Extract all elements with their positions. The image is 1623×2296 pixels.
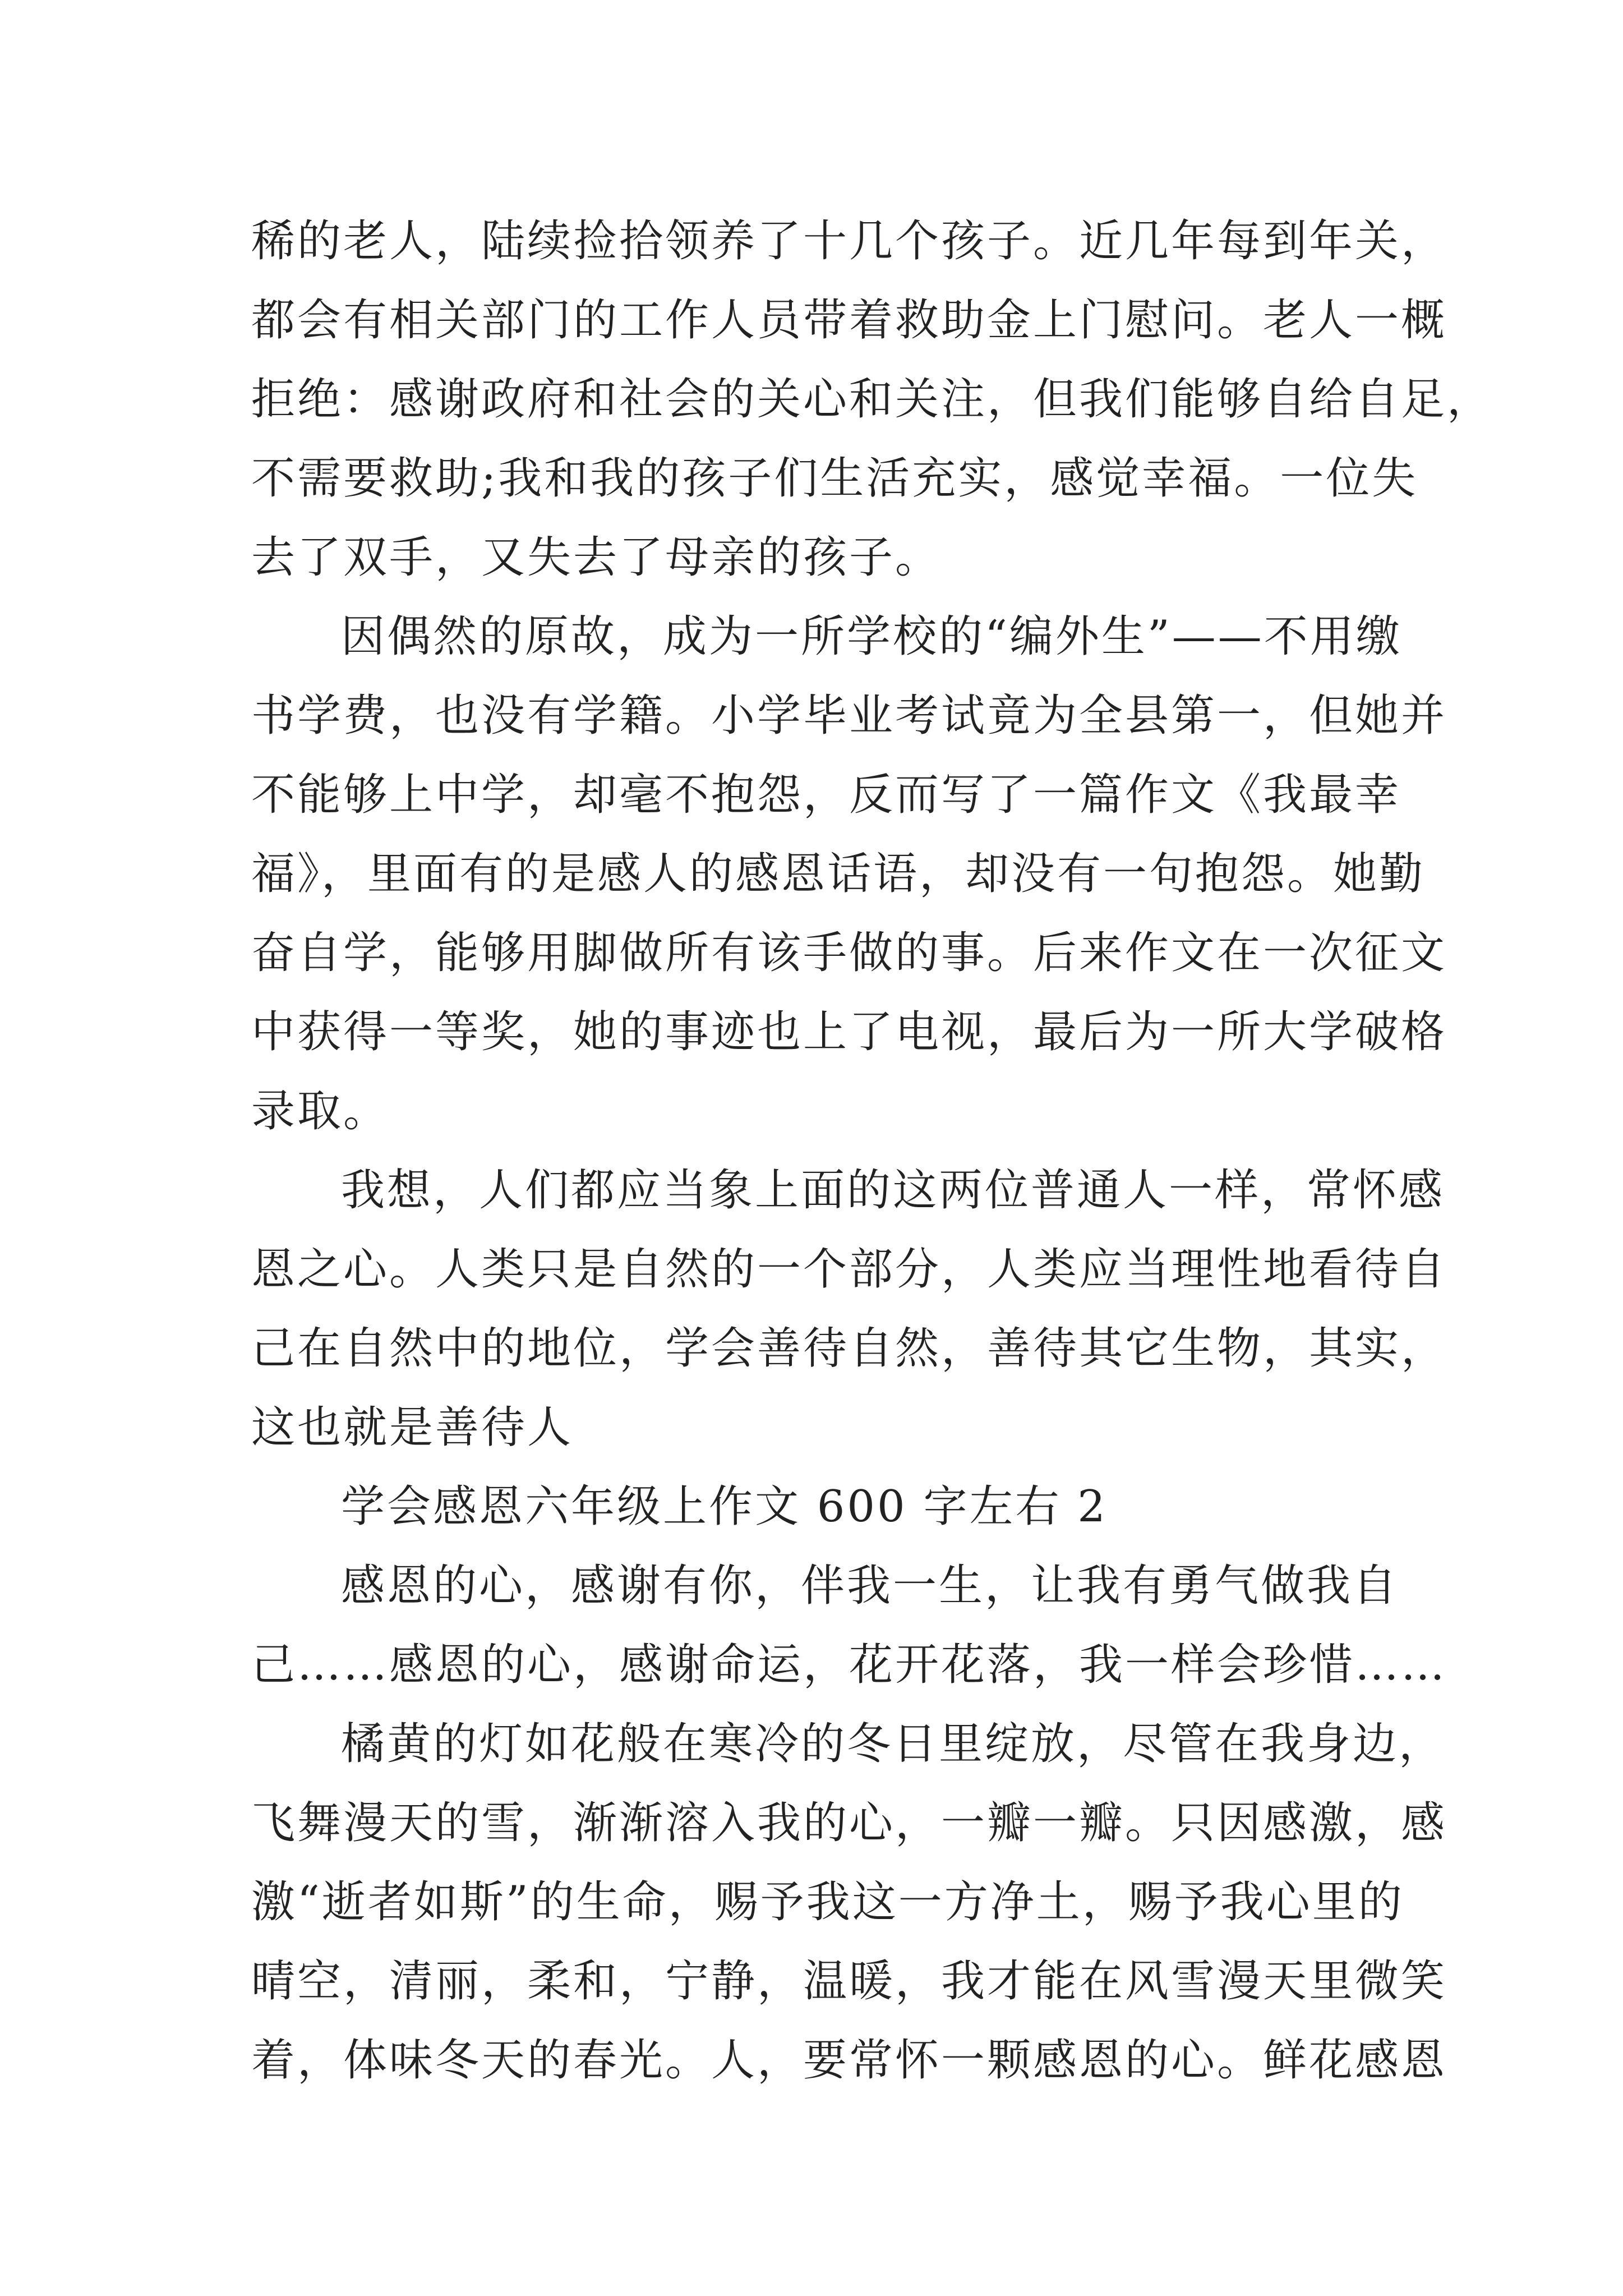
text-line: 恩之心。人类只是自然的一个部分，人类应当理性地看待自 [251, 1244, 1447, 1295]
text-line: 飞舞漫天的雪，渐渐溶入我的心，一瓣一瓣。只因感激，感 [251, 1798, 1447, 1848]
section-heading: 学会感恩六年级上作文 600 字左右 2 [341, 1481, 1108, 1532]
text-line: 福》，里面有的是感人的感恩话语，却没有一句抱怨。她勤 [251, 849, 1426, 899]
text-line: 奋自学，能够用脚做所有该手做的事。后来作文在一次征文 [251, 928, 1447, 978]
text-line: 晴空，清丽，柔和，宁静，温暖，我才能在风雪漫天里微笑 [251, 1956, 1447, 2007]
text-line: 己在自然中的地位，学会善待自然，善待其它生物，其实， [251, 1323, 1447, 1374]
paragraph-first-line: 因偶然的原故，成为一所学校的“编外生”——不用缴 [341, 611, 1402, 662]
paragraph-first-line: 我想，人们都应当象上面的这两位普通人一样，常怀感 [341, 1165, 1445, 1216]
paragraph-first-line: 感恩的心，感谢有你，伴我一生，让我有勇气做我自 [341, 1561, 1399, 1611]
text-line: 着，体味冬天的春光。人，要常怀一颗感恩的心。鲜花感恩 [251, 2035, 1447, 2086]
text-line: 去了双手，又失去了母亲的孩子。 [251, 532, 942, 583]
text-line: 录取。 [251, 1086, 390, 1137]
document-body [251, 202, 1493, 2100]
text-line: 稀的老人，陆续捡拾领养了十几个孩子。近几年每到年关， [251, 216, 1447, 266]
text-line: 这也就是善待人 [251, 1402, 574, 1453]
paragraph-first-line: 橘黄的灯如花般在寒冷的冬日里绽放，尽管在我身边， [341, 1719, 1445, 1769]
text-line: 不需要救助;我和我的孩子们生活充实，感觉幸福。一位失 [251, 453, 1418, 504]
text-line: 拒绝：感谢政府和社会的关心和关注，但我们能够自给自足， [251, 374, 1493, 425]
text-line: 书学费，也没有学籍。小学毕业考试竟为全县第一，但她并 [251, 691, 1447, 741]
text-line: 己……感恩的心，感谢命运，花开花落，我一样会珍惜…… [251, 1640, 1447, 1690]
text-line: 都会有相关部门的工作人员带着救助金上门慰问。老人一概 [251, 295, 1447, 346]
text-line: 中获得一等奖，她的事迹也上了电视，最后为一所大学破格 [251, 1007, 1447, 1057]
text-line: 激“逝者如斯”的生命，赐予我这一方净土，赐予我心里的 [251, 1877, 1404, 1927]
text-line: 不能够上中学，却毫不抱怨，反而写了一篇作文《我最幸 [251, 770, 1401, 820]
